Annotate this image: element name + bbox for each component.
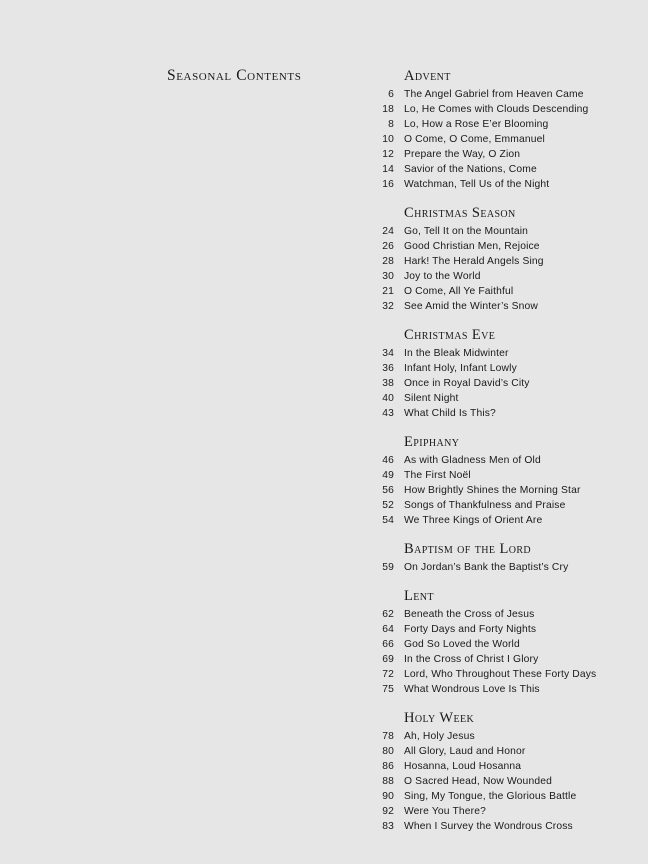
entry-page-number: 34 <box>382 348 394 359</box>
entry-page-number: 46 <box>382 455 394 466</box>
entry-page-number: 40 <box>382 393 394 404</box>
contents-entry <box>366 637 636 652</box>
contents-entry <box>366 667 636 682</box>
contents-section <box>366 204 636 314</box>
entry-page-number: 21 <box>382 286 394 297</box>
contents-entry <box>366 239 636 254</box>
contents-entry <box>366 117 636 132</box>
contents-entry <box>366 513 636 528</box>
entry-page-number: 80 <box>382 746 394 757</box>
entry-page-number: 6 <box>388 89 394 100</box>
entry-title: We Three Kings of Orient Are <box>404 515 543 526</box>
entry-page-number: 92 <box>382 806 394 817</box>
section-heading: Epiphany <box>404 434 460 450</box>
page-title: Seasonal Contents <box>167 67 302 84</box>
contents-entry <box>366 729 636 744</box>
entry-title: When I Survey the Wondrous Cross <box>404 821 573 832</box>
entry-title: What Wondrous Love Is This <box>404 684 540 695</box>
entry-page-number: 52 <box>382 500 394 511</box>
contents-entry <box>366 254 636 269</box>
entry-page-number: 66 <box>382 639 394 650</box>
contents-entry <box>366 468 636 483</box>
contents-entry <box>366 682 636 697</box>
entry-page-number: 75 <box>382 684 394 695</box>
section-heading: Baptism of the Lord <box>404 541 532 557</box>
contents-section <box>366 326 636 421</box>
section-heading: Christmas Season <box>404 205 516 221</box>
contents-entry <box>366 622 636 637</box>
contents-entry <box>366 453 636 468</box>
contents-section <box>366 540 636 575</box>
entry-page-number: 83 <box>382 821 394 832</box>
entry-page-number: 69 <box>382 654 394 665</box>
entry-page-number: 62 <box>382 609 394 620</box>
contents-entry <box>366 269 636 284</box>
entry-page-number: 54 <box>382 515 394 526</box>
contents-entry <box>366 162 636 177</box>
contents-section <box>366 67 636 192</box>
entry-page-number: 38 <box>382 378 394 389</box>
entry-title: O Come, All Ye Faithful <box>404 286 514 297</box>
entry-page-number: 43 <box>382 408 394 419</box>
entry-page-number: 32 <box>382 301 394 312</box>
entry-title: Prepare the Way, O Zion <box>404 149 521 160</box>
contents-entry <box>366 376 636 391</box>
contents-entry <box>366 774 636 789</box>
entry-title: In the Bleak Midwinter <box>404 348 509 359</box>
entry-title: All Glory, Laud and Honor <box>404 746 526 757</box>
entry-title: O Sacred Head, Now Wounded <box>404 776 552 787</box>
entry-page-number: 8 <box>388 119 394 130</box>
contents-entry <box>366 744 636 759</box>
entry-page-number: 12 <box>382 149 394 160</box>
contents-entry <box>366 759 636 774</box>
section-heading: Holy Week <box>404 710 475 726</box>
contents-entry <box>366 102 636 117</box>
contents-entry <box>366 652 636 667</box>
entry-title: Lo, How a Rose E’er Blooming <box>404 119 549 130</box>
entry-page-number: 56 <box>382 485 394 496</box>
contents-entry <box>366 804 636 819</box>
contents-entry <box>366 483 636 498</box>
entry-title: How Brightly Shines the Morning Star <box>404 485 581 496</box>
entry-title: Savior of the Nations, Come <box>404 164 537 175</box>
entry-title: On Jordan’s Bank the Baptist’s Cry <box>404 562 569 573</box>
contents-list <box>366 67 636 846</box>
entry-title: Watchman, Tell Us of the Night <box>404 179 550 190</box>
contents-entry <box>366 391 636 406</box>
entry-page-number: 28 <box>382 256 394 267</box>
contents-entry <box>366 789 636 804</box>
entry-title: Lord, Who Throughout These Forty Days <box>404 669 597 680</box>
entry-page-number: 72 <box>382 669 394 680</box>
contents-entry <box>366 361 636 376</box>
entry-page-number: 64 <box>382 624 394 635</box>
contents-entry <box>366 132 636 147</box>
entry-title: Songs of Thankfulness and Praise <box>404 500 566 511</box>
contents-entry <box>366 498 636 513</box>
contents-entry <box>366 560 636 575</box>
entry-title: Lo, He Comes with Clouds Descending <box>404 104 589 115</box>
entry-title: The Angel Gabriel from Heaven Came <box>404 89 584 100</box>
entry-page-number: 88 <box>382 776 394 787</box>
entry-title: In the Cross of Christ I Glory <box>404 654 539 665</box>
entry-page-number: 90 <box>382 791 394 802</box>
contents-entry <box>366 819 636 834</box>
entry-page-number: 18 <box>382 104 394 115</box>
entry-title: Were You There? <box>404 806 487 817</box>
entry-title: Hosanna, Loud Hosanna <box>404 761 522 772</box>
contents-entry <box>366 224 636 239</box>
entry-title: Forty Days and Forty Nights <box>404 624 537 635</box>
contents-entry <box>366 406 636 421</box>
entry-title: See Amid the Winter’s Snow <box>404 301 539 312</box>
entry-title: The First Noël <box>404 470 471 481</box>
entry-title: Sing, My Tongue, the Glorious Battle <box>404 791 577 802</box>
contents-entry <box>366 299 636 314</box>
entry-title: Beneath the Cross of Jesus <box>404 609 535 620</box>
entry-page-number: 78 <box>382 731 394 742</box>
contents-entry <box>366 87 636 102</box>
contents-entry <box>366 147 636 162</box>
entry-page-number: 59 <box>382 562 394 573</box>
contents-entry <box>366 177 636 192</box>
entry-title: Good Christian Men, Rejoice <box>404 241 540 252</box>
entry-title: God So Loved the World <box>404 639 520 650</box>
entry-page-number: 24 <box>382 226 394 237</box>
section-heading: Lent <box>404 588 434 604</box>
entry-title: Ah, Holy Jesus <box>404 731 475 742</box>
entry-title: Joy to the World <box>404 271 481 282</box>
entry-page-number: 26 <box>382 241 394 252</box>
contents-section <box>366 433 636 528</box>
section-heading: Christmas Eve <box>404 327 496 343</box>
entry-page-number: 16 <box>382 179 394 190</box>
entry-title: Go, Tell It on the Mountain <box>404 226 529 237</box>
contents-section <box>366 709 636 834</box>
contents-entry <box>366 607 636 622</box>
entry-title: What Child Is This? <box>404 408 496 419</box>
entry-page-number: 36 <box>382 363 394 374</box>
entry-title: Silent Night <box>404 393 459 404</box>
section-heading: Advent <box>404 68 451 84</box>
entry-page-number: 30 <box>382 271 394 282</box>
entry-page-number: 86 <box>382 761 394 772</box>
entry-title: Once in Royal David’s City <box>404 378 530 389</box>
entry-page-number: 14 <box>382 164 394 175</box>
contents-entry <box>366 284 636 299</box>
entry-title: O Come, O Come, Emmanuel <box>404 134 545 145</box>
contents-section <box>366 587 636 697</box>
entry-title: Hark! The Herald Angels Sing <box>404 256 544 267</box>
entry-page-number: 49 <box>382 470 394 481</box>
entry-page-number: 10 <box>382 134 394 145</box>
contents-entry <box>366 346 636 361</box>
entry-title: Infant Holy, Infant Lowly <box>404 363 517 374</box>
entry-title: As with Gladness Men of Old <box>404 455 541 466</box>
